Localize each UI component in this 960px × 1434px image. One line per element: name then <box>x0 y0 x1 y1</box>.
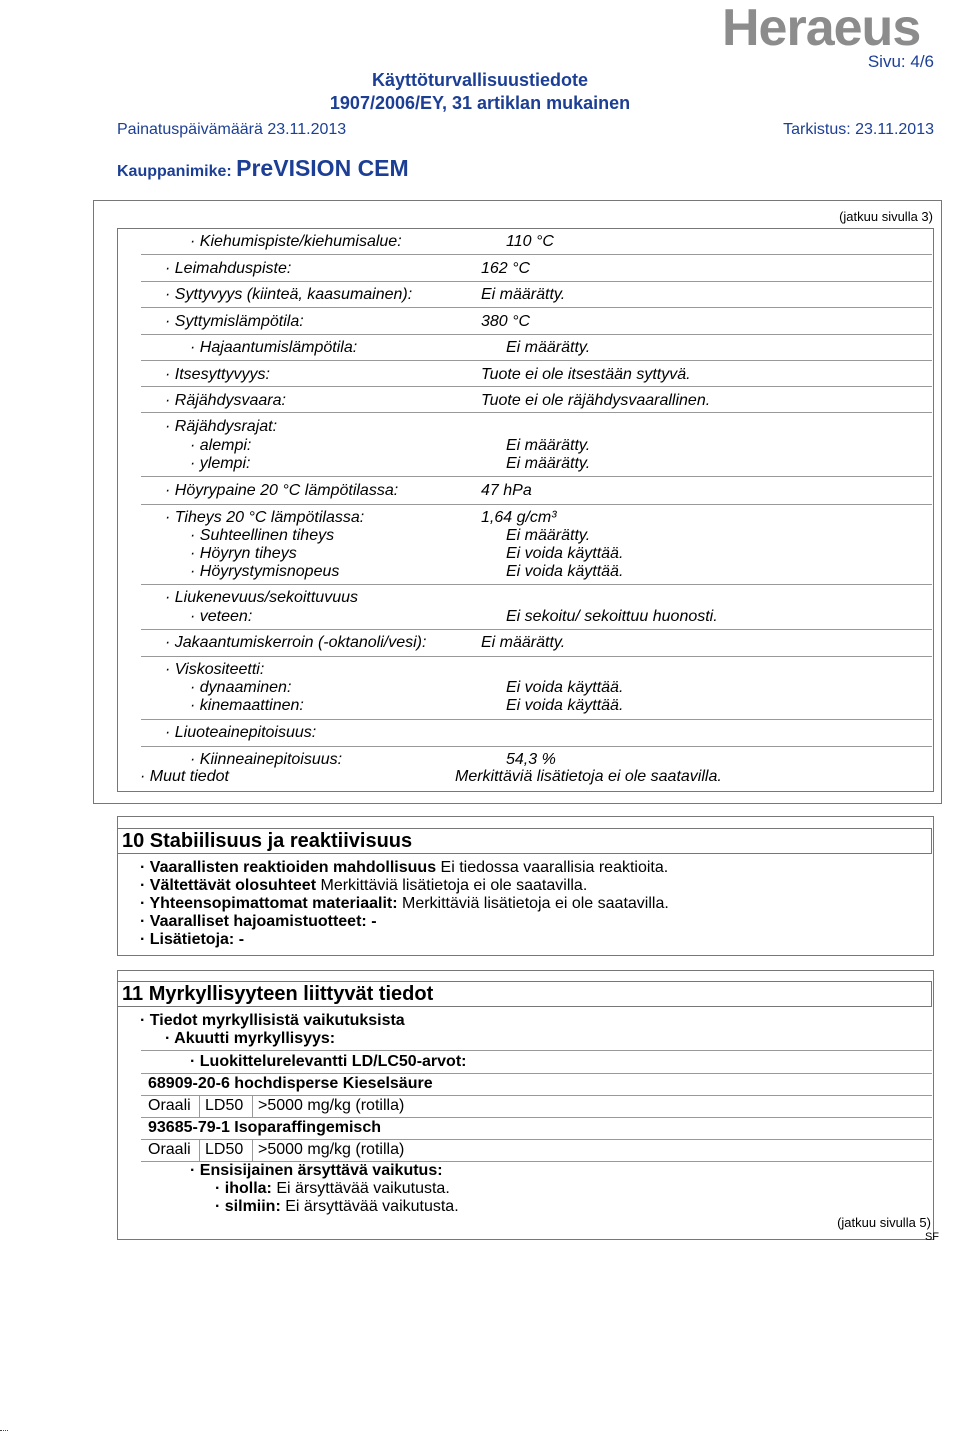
water-solubility-value: Ei sekoitu/ sekoittuu huonosti. <box>506 608 718 625</box>
density-label: · Tiheys 20 °C lämpötilassa: <box>165 509 365 526</box>
dynamic-viscosity-value: Ei voida käyttää. <box>506 679 624 696</box>
other-info-value: Merkittäviä lisätietoja ei ole saatavilla. <box>455 768 722 785</box>
document-subtitle: 1907/2006/EY, 31 artiklan mukainen <box>329 93 631 113</box>
solubility-label: · Liukenevuus/sekoittuvuus <box>165 589 358 606</box>
partition-coefficient-label: · Jakaantumiskerroin (-oktanoli/vesi): <box>165 634 427 651</box>
solvent-content-label: · Liuoteainepitoisuus: <box>165 724 317 741</box>
substance-1-route: Oraali <box>148 1097 191 1114</box>
eyes-row <box>215 1198 459 1216</box>
conditions-to-avoid-row <box>140 877 587 895</box>
decomposition-products-value: - <box>371 913 377 930</box>
explosion-limits-label: · Räjähdysrajat: <box>165 418 278 435</box>
primary-irritant-label: · Ensisijainen ärsyttävä vaikutus: <box>190 1162 443 1179</box>
conditions-to-avoid-value: Merkittäviä lisätietoja ei ole saatavilla. <box>320 877 588 894</box>
substance-1-type: LD50 <box>205 1097 244 1114</box>
substance-1-value: >5000 mg/kg (rotilla) <box>258 1097 405 1114</box>
evaporation-rate-value: Ei voida käyttää. <box>506 563 624 580</box>
country-code: SF <box>924 1231 939 1243</box>
self-ignition-value: Tuote ei ole itsestään syttyvä. <box>481 366 691 383</box>
print-date: Painatuspäivämäärä 23.11.2013 <box>117 121 347 138</box>
decomposition-temp-value: Ei määrätty. <box>506 339 591 356</box>
solids-content-label: · Kiinneainepitoisuus: <box>190 751 343 768</box>
flammability-value: Ei määrätty. <box>481 286 566 303</box>
ld-lc50-label: · Luokittelurelevantti LD/LC50-arvot: <box>190 1053 467 1070</box>
kinematic-viscosity-value: Ei voida käyttää. <box>506 697 624 714</box>
density-value: 1,64 g/cm³ <box>481 509 557 526</box>
additional-info-label: · Lisätietoja: <box>140 931 235 948</box>
vapour-density-value: Ei voida käyttää. <box>506 545 624 562</box>
explosion-danger-label: · Räjähdysvaara: <box>165 392 286 409</box>
vapour-pressure-label: · Höyrypaine 20 °C lämpötilassa: <box>165 482 399 499</box>
kinematic-viscosity-label: · kinemaattinen: <box>190 697 304 714</box>
upper-limit-label: · ylempi: <box>190 455 251 472</box>
decomposition-products-row <box>140 913 377 931</box>
page-number: Sivu: 4/6 <box>867 52 934 71</box>
eyes-label: · silmiin: <box>215 1198 281 1215</box>
hazardous-reactions-value: Ei tiedossa vaarallisia reaktioita. <box>440 859 669 876</box>
additional-info-value: - <box>238 931 245 948</box>
viscosity-label: · Viskositeetti: <box>165 661 265 678</box>
skin-label: · iholla: <box>215 1180 272 1197</box>
water-solubility-label: · veteen: <box>190 608 253 625</box>
flash-point-label: · Leimahduspiste: <box>165 260 292 277</box>
incompatible-materials-value: Merkittäviä lisätietoja ei ole saatavilla. <box>402 895 669 912</box>
trade-name <box>117 155 409 182</box>
continued-to-note: (jatkuu sivulla 5) <box>837 1215 931 1230</box>
partition-coefficient-value: Ei määrätty. <box>481 634 566 651</box>
skin-value: Ei ärsyttävää vaikutusta. <box>276 1180 450 1197</box>
section-10-heading: 10 Stabiilisuus ja reaktiivisuus <box>117 828 932 854</box>
boiling-point-label: · Kiehumispiste/kiehumisalue: <box>190 233 402 250</box>
document-title: Käyttöturvallisuustiedote <box>371 70 589 90</box>
trade-name-value: PreVISION CEM <box>236 155 409 181</box>
other-info-label: · Muut tiedot <box>140 768 229 785</box>
toxicological-info-label: · Tiedot myrkyllisistä vaikutuksista <box>140 1012 405 1029</box>
solids-content-value: 54,3 % <box>506 751 556 768</box>
additional-info-row <box>140 931 244 949</box>
conditions-to-avoid-label: · Vältettävät olosuhteet <box>140 877 317 894</box>
section-11-heading: 11 Myrkyllisyyteen liittyvät tiedot <box>117 981 932 1007</box>
incompatible-materials-label: · Yhteensopimattomat materiaalit: <box>140 895 398 912</box>
heraeus-logo: Heraeus <box>722 0 921 57</box>
substance-2-type: LD50 <box>205 1141 244 1158</box>
trade-name-label: Kauppanimike: <box>117 163 232 180</box>
incompatible-materials-row <box>140 895 669 913</box>
lower-limit-value: Ei määrätty. <box>506 437 591 454</box>
evaporation-rate-label: · Höyrystymisnopeus <box>190 563 340 580</box>
decomposition-products-label: · Vaaralliset hajoamistuotteet: <box>140 913 367 930</box>
substance-1-name: 68909-20-6 hochdisperse Kieselsäure <box>148 1075 433 1092</box>
substance-2-name: 93685-79-1 Isoparaffingemisch <box>148 1119 381 1136</box>
vapour-density-label: · Höyryn tiheys <box>190 545 297 562</box>
flash-point-value: 162 °C <box>481 260 531 277</box>
vapour-pressure-value: 47 hPa <box>481 482 532 499</box>
self-ignition-label: · Itsesyttyvyys: <box>165 366 270 383</box>
revision-date: Tarkistus: 23.11.2013 <box>783 121 934 138</box>
substance-2-value: >5000 mg/kg (rotilla) <box>258 1141 405 1158</box>
eyes-value: Ei ärsyttävää vaikutusta. <box>285 1198 459 1215</box>
explosion-danger-value: Tuote ei ole räjähdysvaarallinen. <box>481 392 711 409</box>
footer-divider <box>0 1430 8 1431</box>
acute-toxicity-label: · Akuutti myrkyllisyys: <box>165 1030 336 1047</box>
ignition-temp-label: · Syttymislämpötila: <box>165 313 304 330</box>
upper-limit-value: Ei määrätty. <box>506 455 591 472</box>
relative-density-label: · Suhteellinen tiheys <box>190 527 335 544</box>
relative-density-value: Ei määrätty. <box>506 527 591 544</box>
flammability-label: · Syttyvyys (kiinteä, kaasumainen): <box>165 286 413 303</box>
hazardous-reactions-label: · Vaarallisten reaktioiden mahdollisuus <box>140 859 437 876</box>
substance-2-route: Oraali <box>148 1141 191 1158</box>
lower-limit-label: · alempi: <box>190 437 252 454</box>
ignition-temp-value: 380 °C <box>481 313 531 330</box>
decomposition-temp-label: · Hajaantumislämpötila: <box>190 339 358 356</box>
skin-row <box>215 1180 450 1198</box>
hazardous-reactions-row <box>140 859 668 877</box>
boiling-point-value: 110 °C <box>506 233 554 250</box>
dynamic-viscosity-label: · dynaaminen: <box>190 679 292 696</box>
continued-from-note: (jatkuu sivulla 3) <box>839 209 933 224</box>
